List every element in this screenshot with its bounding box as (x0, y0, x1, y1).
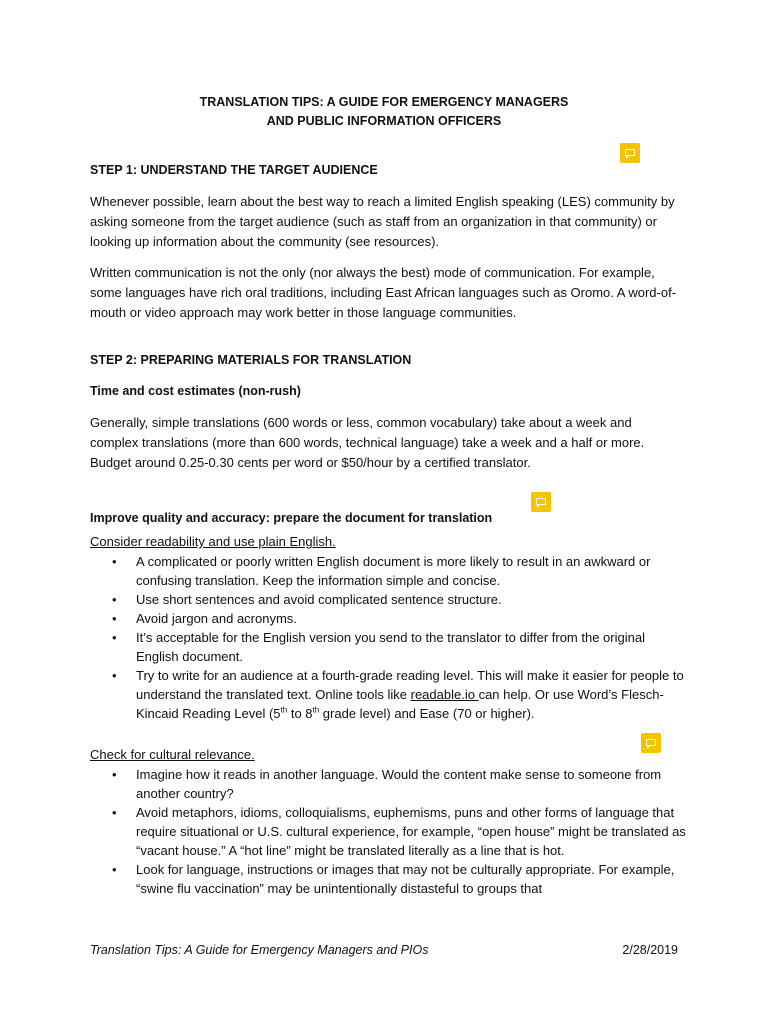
document-title-line-1: TRANSLATION TIPS: A GUIDE FOR EMERGENCY MANAGERS (199, 95, 569, 109)
list-item: • Imagine how it reads in another language. Would the content make sense to someone from another country? (90, 765, 690, 803)
footer-title: Translation Tips: A Guide for Emergency Managers and PIOs (90, 943, 429, 957)
list-item: • Try to write for an audience at a fourth-grade reading level. This will make it easier for people to understand the translated text. Online tools like readable.io can help. Or use Word’s Flesch-Kincaid Reading Level (5th to 8th grade level) and Ease (70 or higher). (90, 666, 690, 723)
footer-date: 2/28/2019 (622, 943, 678, 957)
comment-icon[interactable] (620, 143, 640, 163)
list-item: • Use short sentences and avoid complicated sentence structure. (90, 590, 690, 609)
readability-list (90, 552, 690, 723)
cultural-list (90, 765, 690, 898)
document-title-line-2: AND PUBLIC INFORMATION OFFICERS (266, 114, 502, 128)
readability-heading: Consider readability and use plain English. (90, 534, 336, 549)
comment-icon[interactable] (531, 492, 551, 512)
step1-paragraph-1: Whenever possible, learn about the best way to reach a limited English speaking (LES) community by asking someone from the target audience (such as staff from an organization in that community) or looking up information about the community (see resources). (90, 194, 675, 249)
list-item: • It’s acceptable for the English version you send to the translator to differ from the original English document. (90, 628, 690, 666)
list-item: • Look for language, instructions or images that may not be culturally appropriate. For example, “swine flu vaccination” may be unintentionally distasteful to groups that (90, 860, 690, 898)
list-item: • Avoid metaphors, idioms, colloquialisms, euphemisms, puns and other forms of language that require situational or U.S. cultural experience, for example, “open house” might be translated as “vacant house.” A “hot line” might be translated literally as a line that is hot. (90, 803, 690, 860)
comment-icon[interactable] (641, 733, 661, 753)
step1-heading: STEP 1: UNDERSTAND THE TARGET AUDIENCE (90, 163, 378, 177)
time-cost-heading: Time and cost estimates (non-rush) (90, 384, 301, 398)
quality-heading: Improve quality and accuracy: prepare the document for translation (90, 511, 493, 525)
readable-io-link[interactable]: readable.io (410, 687, 479, 702)
step2-heading: STEP 2: PREPARING MATERIALS FOR TRANSLATION (90, 353, 412, 367)
step1-paragraph-2: Written communication is not the only (nor always the best) mode of communication. For example, some languages have rich oral traditions, including East African languages such as Oromo. A word-of-mouth or video approach may work better in those language communities. (90, 265, 677, 320)
list-item: • Avoid jargon and acronyms. (90, 609, 690, 628)
cultural-heading: Check for cultural relevance. (90, 747, 255, 762)
time-cost-paragraph: Generally, simple translations (600 words or less, common vocabulary) take about a week and complex translations (more than 600 words, technical language) take a week and a half or more. Budget around 0.25-0.30 cents per word or $50/hour by a certified translator. (90, 415, 645, 470)
list-item: • A complicated or poorly written English document is more likely to result in an awkward or confusing translation. Keep the information simple and concise. (90, 552, 690, 590)
